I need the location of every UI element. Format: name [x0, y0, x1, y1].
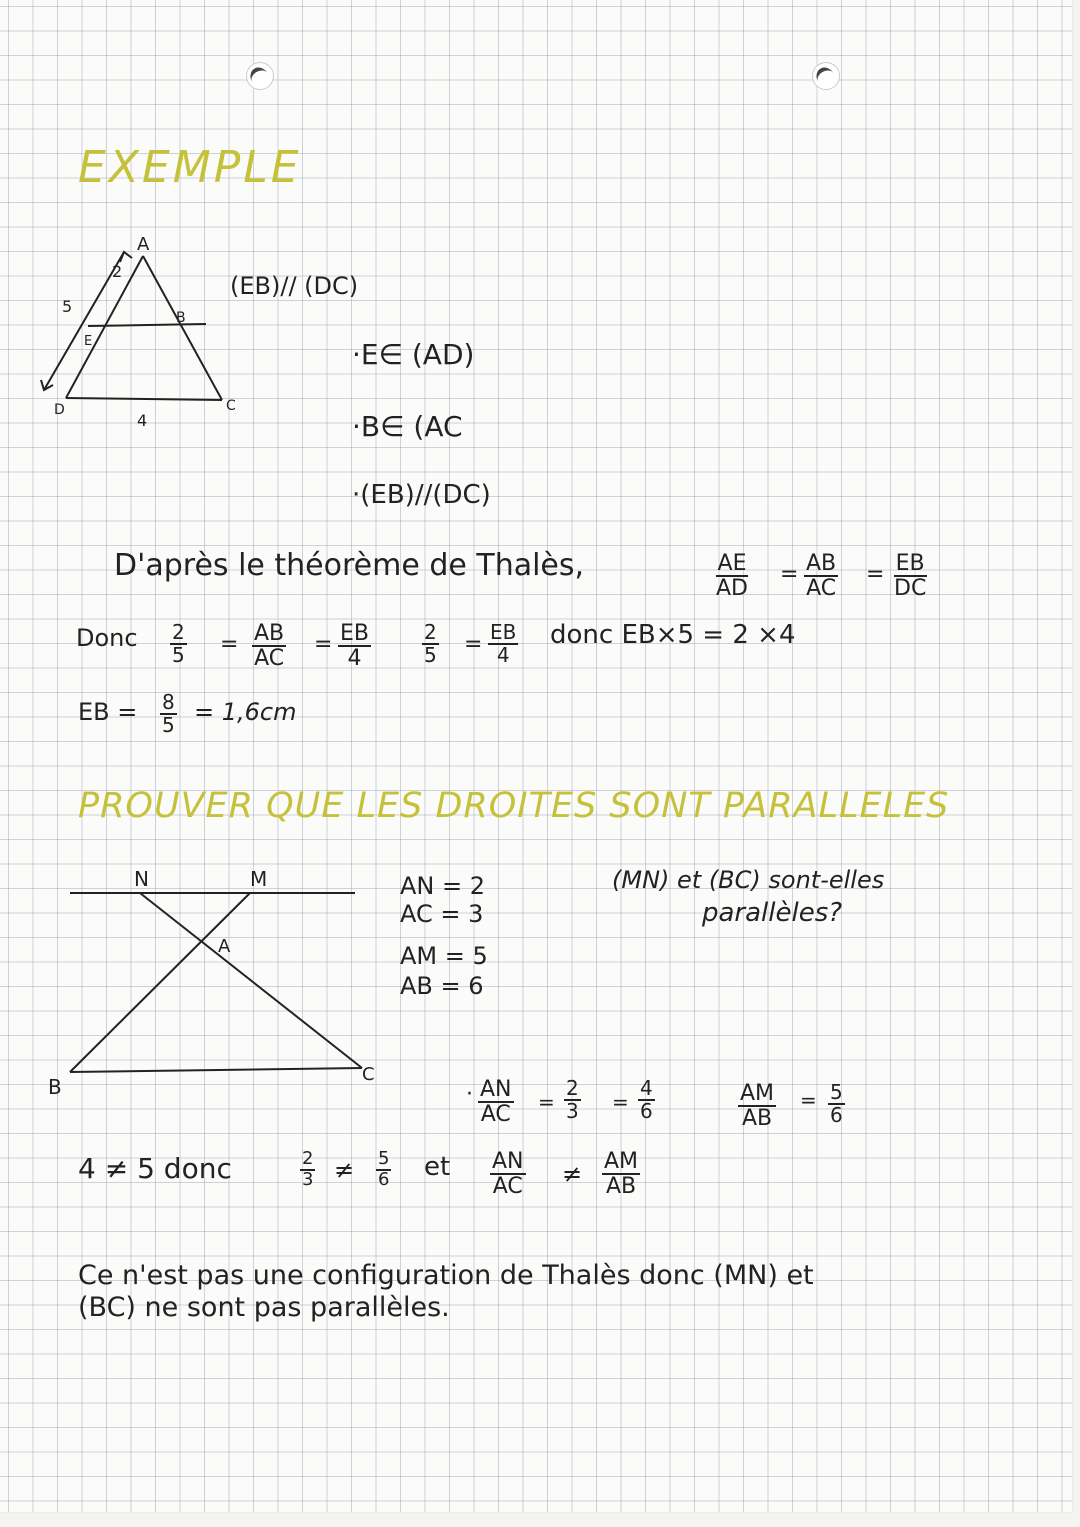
conclusion-line-2: (BC) ne sont pas parallèles.	[78, 1292, 450, 1323]
equals-sign: =	[866, 562, 885, 587]
et-label: et	[424, 1152, 451, 1182]
fraction-numerator: 4	[640, 1076, 653, 1100]
fraction-numerator: AB	[254, 621, 285, 646]
fraction-denominator: 6	[830, 1103, 843, 1127]
condition-1: ·E∈ (AD)	[352, 338, 475, 371]
segment-NC	[140, 893, 362, 1068]
fraction-numerator: 5	[830, 1080, 843, 1104]
fraction-numerator: 5	[378, 1148, 390, 1169]
fraction-denominator: AB	[605, 1174, 637, 1200]
fraction-AN-AC	[478, 1078, 514, 1126]
fraction-numerator: 2	[424, 620, 437, 644]
fraction-4-6	[638, 1078, 655, 1122]
segment-BC	[70, 1068, 362, 1072]
section-title-parallel: PROUVER QUE LES DROITES SONT PARALLELES	[78, 786, 950, 826]
fraction-numerator: AN	[492, 1149, 524, 1174]
fraction-numerator: AM	[740, 1081, 775, 1106]
bullet-dot: ·	[466, 1082, 473, 1107]
parallel-statement: (EB)// (DC)	[230, 272, 359, 300]
fraction-5-6	[828, 1082, 845, 1126]
fraction-2-3-b	[300, 1150, 315, 1190]
donc-label: Donc	[76, 624, 138, 652]
fraction-denominator: DC	[894, 576, 927, 602]
given-AC: AC = 3	[400, 900, 484, 928]
fraction-2-3	[564, 1078, 581, 1122]
equals-sign: =	[314, 632, 333, 657]
point-label-N: N	[134, 867, 149, 891]
eb-result: = 1,6cm	[194, 698, 297, 726]
not-equal-sign: ≠	[334, 1156, 355, 1184]
fraction-denominator: 3	[566, 1099, 579, 1123]
fraction-numerator: 2	[302, 1148, 314, 1169]
fraction-denominator: AD	[716, 576, 748, 602]
point-label-D: D	[54, 402, 65, 418]
donc-calculation: donc EB×5 = 2 ×4	[550, 620, 796, 650]
fraction-denominator: 5	[424, 643, 437, 667]
point-label-C: C	[226, 398, 236, 414]
condition-3: ·(EB)//(DC)	[352, 480, 491, 510]
fraction-denominator: 4	[496, 643, 510, 667]
point-label-B: B	[48, 1075, 62, 1099]
fraction-numerator: EB	[895, 551, 925, 576]
point-label-A: A	[218, 936, 231, 957]
segment-MB	[70, 893, 250, 1072]
fraction-denominator: 6	[378, 1168, 390, 1190]
equals-sign: =	[220, 632, 239, 657]
point-label-B: B	[176, 310, 186, 326]
thales-statement: D'après le théorème de Thalès,	[114, 548, 585, 583]
fraction-denominator: 5	[162, 713, 175, 737]
fraction-denominator: 6	[640, 1099, 653, 1123]
fraction-AN-AC-b	[490, 1150, 526, 1198]
length-label-AD: 5	[62, 297, 73, 316]
fraction-denominator: AB	[741, 1106, 773, 1132]
fraction-numerator: 2	[172, 620, 185, 644]
inequality-head: 4 ≠ 5 donc	[78, 1152, 232, 1185]
equals-sign: =	[538, 1090, 555, 1114]
fraction-denominator: 4	[347, 646, 362, 672]
fraction-numerator: AN	[480, 1077, 512, 1102]
given-AM: AM = 5	[400, 942, 488, 970]
point-label-M: M	[250, 867, 268, 891]
fraction-denominator: 3	[302, 1168, 314, 1190]
fraction-denominator: AC	[806, 576, 837, 602]
equals-sign: =	[800, 1088, 817, 1112]
fraction-numerator: EB	[490, 620, 517, 644]
fraction-numerator: 8	[162, 690, 175, 714]
fraction-numerator: AE	[717, 551, 747, 576]
length-label-DC: 4	[137, 411, 148, 430]
fraction-5-6-b	[376, 1150, 391, 1190]
fraction-AM-AB	[738, 1082, 776, 1130]
given-AB: AB = 6	[400, 972, 484, 1000]
section-title-exemple: EXEMPLE	[78, 142, 302, 193]
condition-2: ·B∈ (AC	[352, 410, 463, 443]
fraction-numerator: EB	[340, 621, 369, 646]
conclusion-line-1: Ce n'est pas une configuration de Thalès donc (MN) et	[78, 1260, 814, 1291]
point-label-E: E	[84, 334, 93, 349]
fraction-numerator: AM	[604, 1149, 639, 1174]
fraction-numerator: AB	[806, 551, 837, 576]
not-equal-sign: ≠	[562, 1160, 583, 1188]
equals-sign: =	[612, 1090, 629, 1114]
length-label-AE: 2	[112, 262, 123, 281]
eb-label: EB =	[78, 698, 138, 726]
question-line-2: parallèles?	[702, 898, 843, 928]
fraction-numerator: 2	[566, 1076, 579, 1100]
given-AN: AN = 2	[400, 872, 486, 900]
fraction-denominator: AC	[492, 1174, 523, 1200]
question-line-1: (MN) et (BC) sont-elles	[612, 866, 885, 894]
point-label-C: C	[362, 1064, 375, 1085]
fraction-denominator: 5	[172, 643, 185, 667]
fraction-AM-AB-b	[602, 1150, 640, 1198]
point-label-A: A	[137, 234, 150, 255]
fraction-denominator: AC	[254, 646, 285, 672]
equals-sign: =	[464, 632, 483, 657]
fraction-denominator: AC	[480, 1102, 511, 1128]
equals-sign: =	[780, 562, 799, 587]
